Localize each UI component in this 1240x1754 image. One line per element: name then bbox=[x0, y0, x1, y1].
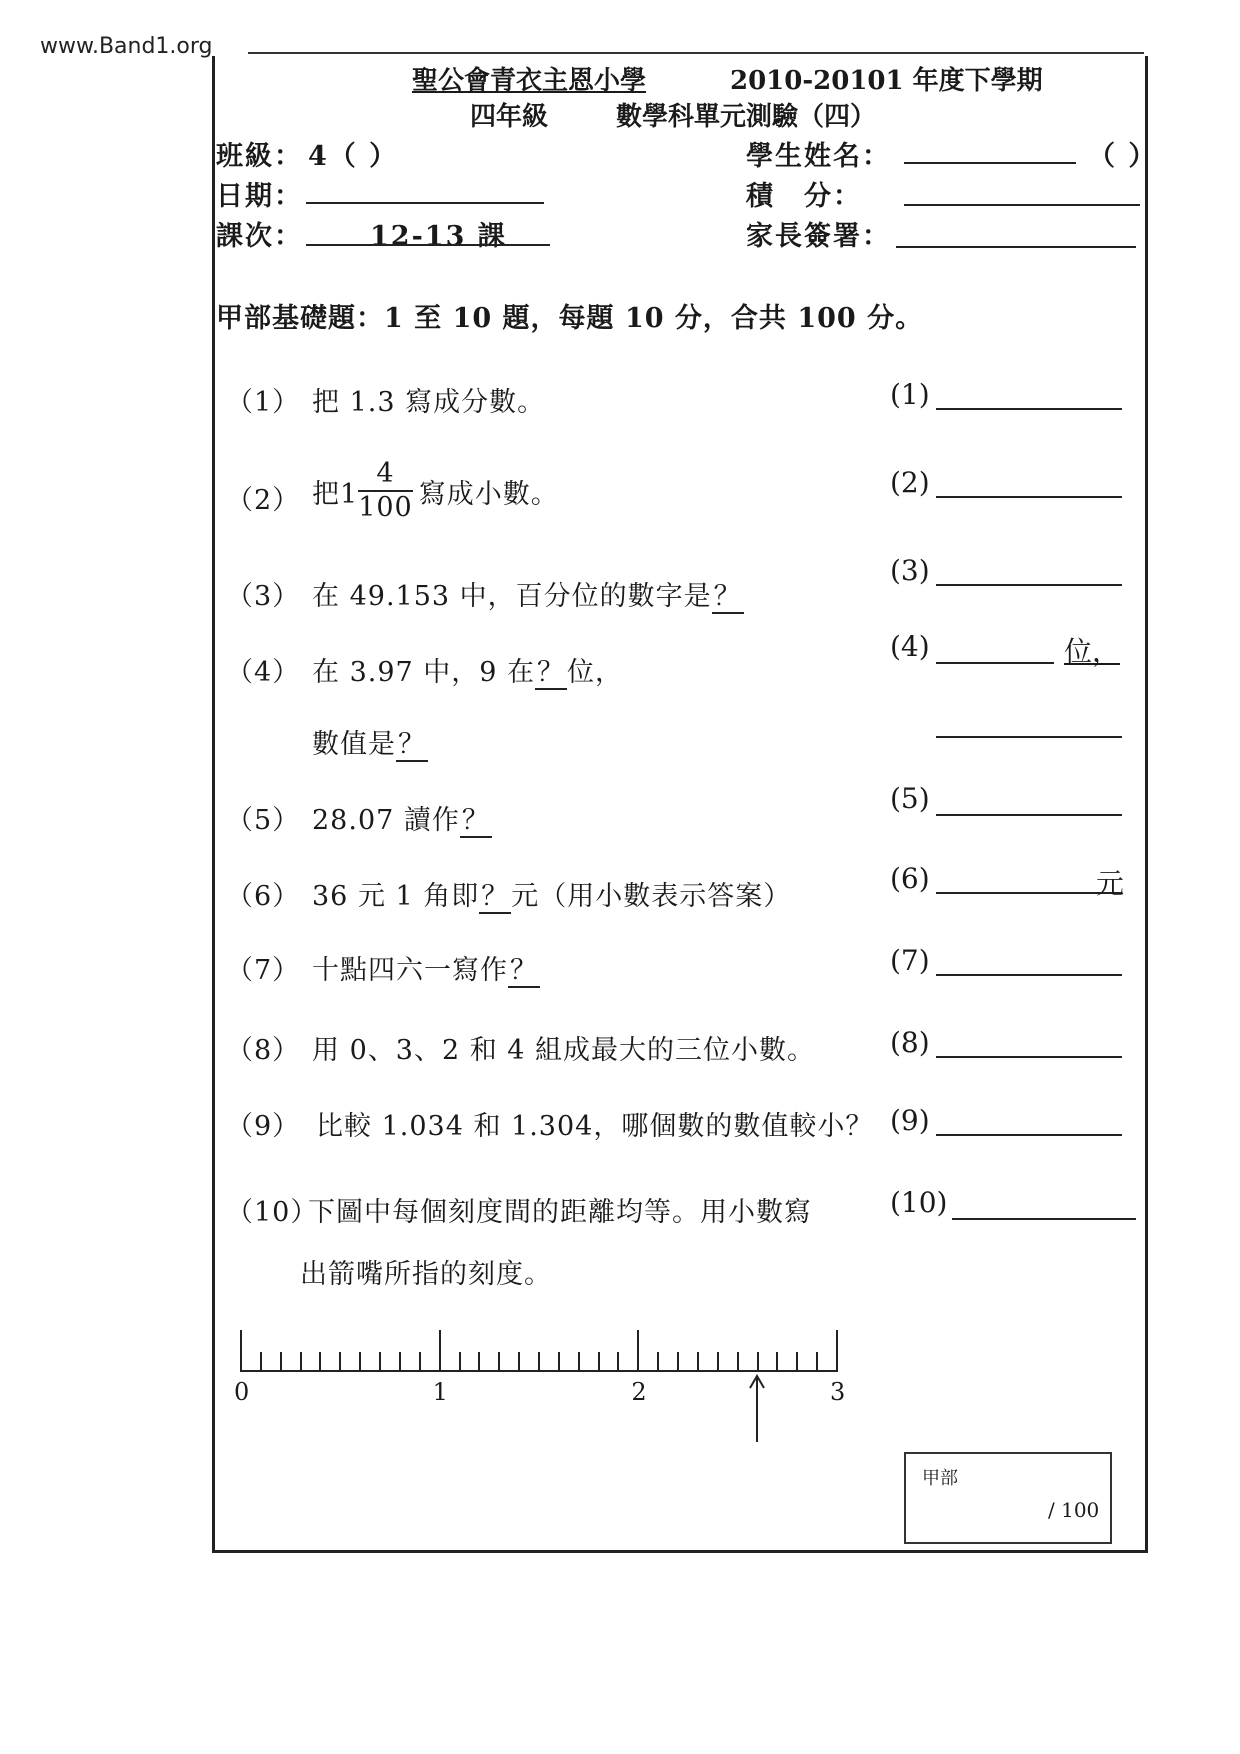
q5-answer-field[interactable] bbox=[936, 814, 1122, 816]
q6-answer-field[interactable] bbox=[936, 892, 1122, 894]
number-line-tick bbox=[280, 1352, 282, 1372]
q2-answer-label: (2) bbox=[890, 466, 930, 499]
number-line-label: 3 bbox=[830, 1378, 846, 1406]
lesson-underline bbox=[306, 244, 550, 246]
q4-blank2: ？ bbox=[398, 729, 426, 760]
q10-answer-field[interactable] bbox=[952, 1218, 1136, 1220]
number-line-major-tick bbox=[439, 1330, 441, 1372]
lesson-label: 課次： bbox=[216, 221, 303, 252]
q2-answer-field[interactable] bbox=[936, 496, 1122, 498]
number-line-tick bbox=[339, 1352, 341, 1372]
q7-number: （7） bbox=[226, 955, 301, 986]
q7-blank: ？ bbox=[510, 955, 538, 986]
number-line-tick bbox=[498, 1352, 500, 1372]
number-line-tick bbox=[538, 1352, 540, 1372]
q2-text bbox=[312, 458, 559, 525]
watermark: www.Band1.org bbox=[40, 34, 213, 59]
number-line-tick bbox=[697, 1352, 699, 1372]
q10-number: （10） bbox=[226, 1197, 319, 1228]
number-line-tick bbox=[359, 1352, 361, 1372]
q9-answer-label: (9) bbox=[890, 1104, 930, 1137]
number-line-tick bbox=[459, 1352, 461, 1372]
q5-answer-label: (5) bbox=[890, 782, 930, 815]
q4-blank: ？ bbox=[537, 657, 566, 688]
q1-text: 把 1.3 寫成分數。 bbox=[312, 387, 546, 418]
number-line-tick bbox=[558, 1352, 560, 1372]
name-label: 學生姓名： bbox=[746, 141, 891, 172]
q2-number: （2） bbox=[226, 485, 301, 516]
number-line-tick bbox=[379, 1352, 381, 1372]
q10-answer-label: (10) bbox=[890, 1186, 948, 1219]
q3-text-body: 在 49.153 中，百分位的數字是 bbox=[312, 581, 712, 612]
number-line-major-tick bbox=[637, 1330, 639, 1372]
q4-text bbox=[312, 650, 623, 689]
section-title: 甲部基礎題：1 至 10 題，每題 10 分，合共 100 分。 bbox=[216, 303, 924, 334]
number-line-label: 0 bbox=[234, 1378, 250, 1406]
q2-text-post: 寫成小數。 bbox=[418, 478, 559, 510]
q2-fraction-denominator: 100 bbox=[358, 492, 413, 524]
number-line-tick bbox=[319, 1352, 321, 1372]
q3-text bbox=[312, 574, 744, 613]
number-line-tick bbox=[657, 1352, 659, 1372]
name-number-paren: （ ） bbox=[1088, 141, 1158, 172]
parent-signature-field[interactable] bbox=[896, 246, 1136, 248]
number-line-tick bbox=[419, 1352, 421, 1372]
score-label: 積 分： bbox=[746, 181, 862, 212]
number-line-tick bbox=[260, 1352, 262, 1372]
grade-label: 四年級 bbox=[470, 102, 549, 132]
school-name: 聖公會青衣主恩小學 bbox=[412, 66, 647, 96]
score-box-total: / 100 bbox=[1048, 1498, 1100, 1522]
q3-number: （3） bbox=[226, 581, 301, 612]
q2-fraction bbox=[358, 458, 413, 525]
score-box-label: 甲部 bbox=[922, 1468, 958, 1489]
class-label: 班級： bbox=[216, 141, 303, 172]
q1-answer-field[interactable] bbox=[936, 408, 1122, 410]
q7-answer-label: (7) bbox=[890, 944, 930, 977]
number-line-tick bbox=[478, 1352, 480, 1372]
q4-answer-field-2[interactable] bbox=[936, 736, 1122, 738]
header-rule bbox=[248, 52, 1144, 54]
q4-text-line2 bbox=[312, 722, 428, 761]
number-line-label: 2 bbox=[631, 1378, 647, 1406]
q5-text bbox=[312, 798, 492, 837]
q4-text-b: 位， bbox=[567, 657, 624, 688]
number-line-tick bbox=[757, 1352, 759, 1372]
lesson-value: 12-13 課 bbox=[370, 221, 507, 252]
class-value: 4（ ） bbox=[308, 141, 399, 172]
section-score-box bbox=[904, 1452, 1112, 1544]
number-line-tick bbox=[598, 1352, 600, 1372]
number-line-tick bbox=[578, 1352, 580, 1372]
q9-answer-field[interactable] bbox=[936, 1134, 1122, 1136]
number-line-major-tick bbox=[240, 1330, 242, 1372]
test-title: 數學科單元測驗（四） bbox=[616, 102, 877, 132]
q6-text-b: 元（用小數表示答案） bbox=[511, 881, 792, 912]
name-field[interactable] bbox=[904, 162, 1076, 164]
q5-blank: ？ bbox=[461, 805, 490, 836]
q4-number: （4） bbox=[226, 657, 301, 688]
q8-text: 用 0、3、2 和 4 組成最大的三位小數。 bbox=[312, 1035, 816, 1066]
number-line-tick bbox=[300, 1352, 302, 1372]
q8-answer-label: (8) bbox=[890, 1026, 930, 1059]
number-line-tick bbox=[518, 1352, 520, 1372]
q8-answer-field[interactable] bbox=[936, 1056, 1122, 1058]
q6-text bbox=[312, 874, 791, 913]
number-line-tick bbox=[717, 1352, 719, 1372]
q7-answer-field[interactable] bbox=[936, 974, 1122, 976]
q2-fraction-numerator: 4 bbox=[358, 458, 413, 492]
q6-text-a: 36 元 1 角即 bbox=[312, 881, 480, 912]
date-field[interactable] bbox=[306, 202, 544, 204]
q3-answer-label: (3) bbox=[890, 554, 930, 587]
q4-line2-body: 數值是 bbox=[312, 729, 396, 760]
q7-text-body: 十點四六一寫作 bbox=[312, 955, 508, 986]
q10-text-b: 出箭嘴所指的刻度。 bbox=[300, 1259, 552, 1290]
q1-answer-label: (1) bbox=[890, 378, 930, 411]
q3-answer-field[interactable] bbox=[936, 584, 1122, 586]
number-line-major-tick bbox=[836, 1330, 838, 1372]
number-line-tick bbox=[677, 1352, 679, 1372]
q3-blank: ？ bbox=[713, 581, 742, 612]
number-line-tick bbox=[399, 1352, 401, 1372]
number-line-tick bbox=[776, 1352, 778, 1372]
q6-number: （6） bbox=[226, 881, 301, 912]
q4-answer-label: (4) bbox=[890, 630, 930, 663]
term-title: 2010-20101 年度下學期 bbox=[730, 66, 1043, 96]
q2-text-pre: 把1 bbox=[312, 478, 359, 510]
q9-text: 比較 1.034 和 1.304，哪個數的數值較小？ bbox=[316, 1111, 874, 1142]
q4-text-a: 在 3.97 中，9 在 bbox=[312, 657, 536, 688]
number-line-tick bbox=[737, 1352, 739, 1372]
number-line-label: 1 bbox=[432, 1378, 448, 1406]
q4-answer-suffix: 位， bbox=[1064, 635, 1121, 668]
q4-answer-field-1[interactable] bbox=[936, 662, 1054, 664]
date-label: 日期： bbox=[216, 181, 303, 212]
q6-answer-label: (6) bbox=[890, 862, 930, 895]
q5-text-body: 28.07 讀作 bbox=[312, 805, 460, 836]
q6-answer-suffix: 元 bbox=[1096, 867, 1125, 900]
q9-number: （9） bbox=[226, 1111, 301, 1142]
q5-number: （5） bbox=[226, 805, 301, 836]
parent-signature-label: 家長簽署： bbox=[746, 221, 891, 252]
number-line-tick bbox=[816, 1352, 818, 1372]
score-field[interactable] bbox=[904, 204, 1140, 206]
number-line-tick bbox=[796, 1352, 798, 1372]
q1-number: （1） bbox=[226, 387, 301, 418]
q6-blank: ？ bbox=[481, 881, 510, 912]
number-line-tick bbox=[617, 1352, 619, 1372]
number-line-arrow-icon bbox=[742, 1374, 772, 1444]
q10-text-a: 下圖中每個刻度間的距離均等。用小數寫 bbox=[308, 1197, 812, 1228]
q7-text bbox=[312, 948, 540, 987]
q8-number: （8） bbox=[226, 1035, 301, 1066]
